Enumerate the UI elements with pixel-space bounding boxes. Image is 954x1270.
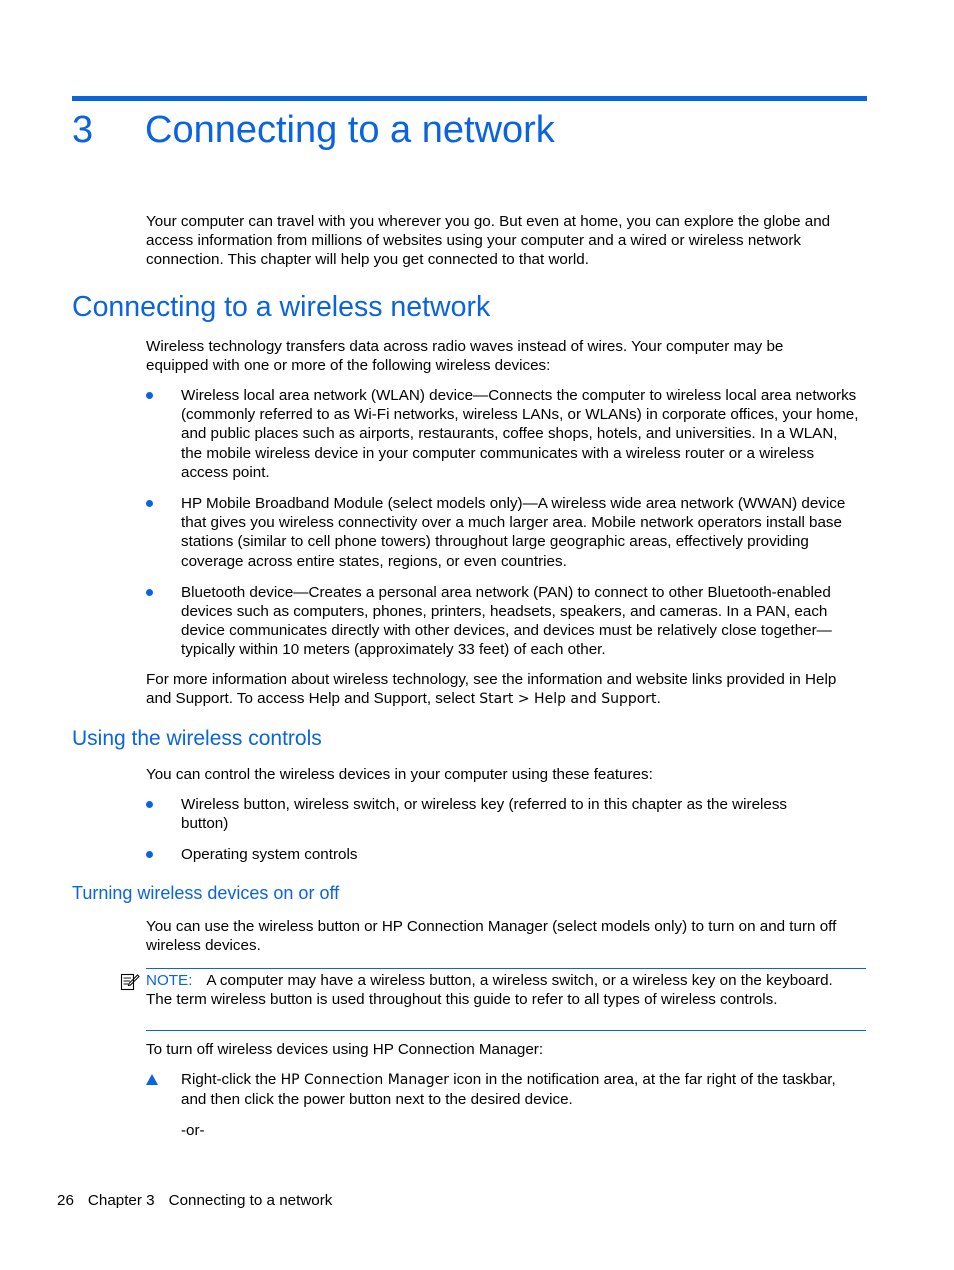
more-info-prefix: For more information about wireless technology, see the information and website links provided in Help and Support. To access Help and Support, select — [146, 671, 837, 708]
note-text: A computer may have a wireless button, a wireless switch, or a wireless key on the keyboard. The term wireless button is used throughout this guide to refer to all types of wireless controls. — [146, 972, 833, 1009]
step-text — [181, 1070, 862, 1109]
wireless-intro: Wireless technology transfers data across radio waves instead of wires. Your computer may be equipped with one or more of the following wireless devices: — [146, 338, 784, 375]
turning-intro: You can use the wireless button or HP Connection Manager (select models only) to turn on and turn off wireless devices. — [146, 918, 837, 955]
note-box — [146, 968, 866, 1031]
bullet-icon — [146, 851, 153, 858]
list-item — [146, 494, 862, 571]
list-item — [146, 845, 862, 864]
note-pencil-icon — [120, 972, 140, 992]
chapter-title: Connecting to a network — [145, 109, 555, 151]
help-support-path: Start > Help and Support — [479, 691, 657, 708]
list-item-text: HP Mobile Broadband Module (select models only)—A wireless wide area network (WWAN) device that gives you wireless connectivity over a much larger area. Mobile network operators install base stations (similar to cell phone towers) throughout large geographic areas, effectively providing coverage across entire states, regions, or even countries. — [181, 495, 846, 570]
step-suffix: icon in the notification area, at the far right of the taskbar, and then click the power button next to the desired device. — [181, 1071, 836, 1109]
controls-list — [146, 795, 862, 865]
page-footer — [57, 1191, 346, 1210]
list-item-text: Operating system controls — [181, 846, 358, 864]
list-item-text: Wireless local area network (WLAN) device—Connects the computer to wireless local area networks (commonly referred to as Wi-Fi networks, wireless LANs, or WLANs) in corporate offices, your home, and public places such as airports, restaurants, coffee shops, hotels, and universities. In a WLAN, the mobile wireless device in your computer communicates with a wireless router or a wireless access point. — [181, 387, 859, 481]
controls-intro: You can control the wireless devices in your computer using these features: — [146, 766, 653, 783]
more-info-suffix: . — [656, 690, 661, 708]
bullet-icon — [146, 801, 153, 808]
list-item — [146, 795, 862, 833]
wireless-device-list — [146, 386, 862, 660]
chapter-number: 3 — [72, 109, 94, 151]
chapter-intro: Your computer can travel with you wherever you go. But even at home, you can explore the globe and access information from millions of websites using your computer and a wired or wireless network connection. This chapter will help you get connected to that world. — [146, 213, 831, 269]
more-info-paragraph — [146, 670, 846, 709]
section-heading-controls: Using the wireless controls — [72, 727, 322, 750]
footer-chapter-title: Connecting to a network — [168, 1192, 333, 1209]
footer-chapter-label: Chapter 3 — [87, 1192, 155, 1209]
page-number: 26 — [57, 1192, 74, 1209]
list-item — [146, 386, 862, 482]
section-heading-wireless: Connecting to a wireless network — [72, 291, 491, 323]
or-separator: -or- — [181, 1122, 205, 1140]
procedure-step — [146, 1070, 862, 1141]
chapter-heading — [72, 106, 555, 154]
note-paragraph — [146, 971, 846, 1009]
section-heading-turning: Turning wireless devices on or off — [72, 883, 340, 903]
bullet-icon — [146, 500, 153, 507]
list-item-text: Wireless button, wireless switch, or wireless key (referred to in this chapter as the wireless button) — [181, 796, 788, 833]
note-label: NOTE: — [146, 972, 193, 989]
chapter-rule — [72, 96, 867, 101]
step-prefix: Right-click the — [181, 1071, 281, 1088]
bullet-icon — [146, 589, 153, 596]
bullet-icon — [146, 392, 153, 399]
triangle-step-icon — [146, 1074, 158, 1085]
list-item — [146, 583, 862, 660]
list-item-text: Bluetooth device—Creates a personal area network (PAN) to connect to other Bluetooth-enabled devices such as computers, phones, printers, headsets, speakers, and cameras. In a PAN, each device communicates directly with other devices, and devices must be relatively close together—typically within 10 meters (approximately 33 feet) of each other. — [181, 583, 832, 659]
procedure-intro: To turn off wireless devices using HP Connection Manager: — [146, 1041, 544, 1058]
connection-manager-term: HP Connection Manager — [280, 1072, 450, 1088]
